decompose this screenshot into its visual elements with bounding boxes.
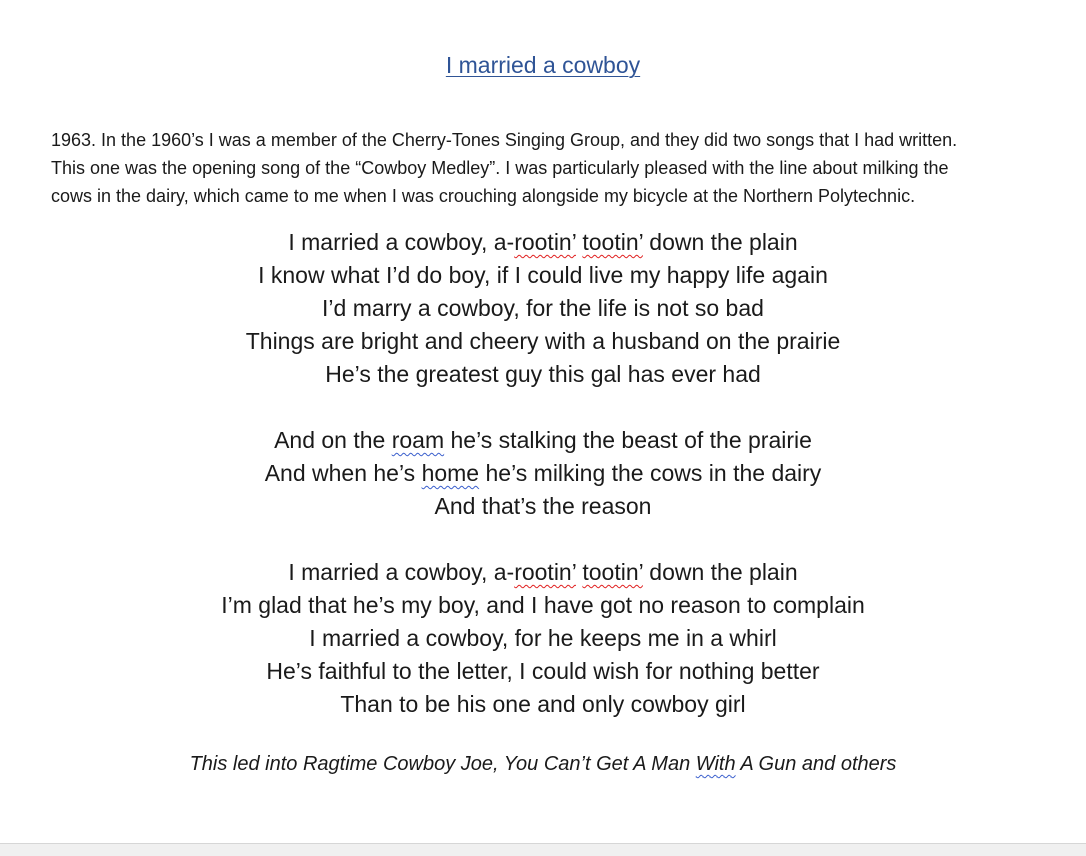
lyric-text: And when he’s <box>264 460 422 486</box>
spelling-flagged-word[interactable]: rootin’ <box>514 559 576 585</box>
lyric-line: He’s faithful to the letter, I could wish for nothing better <box>266 658 820 684</box>
lyric-line <box>0 457 1086 490</box>
verse-2 <box>0 424 1086 523</box>
lyric-line: And that’s the reason <box>434 493 652 519</box>
bottom-scroll-area <box>0 843 1086 856</box>
grammar-flagged-word[interactable]: roam <box>391 427 445 453</box>
closing-note-text: A Gun and others <box>735 753 897 775</box>
lyric-line: Things are bright and cheery with a husband on the prairie <box>245 328 841 354</box>
grammar-flagged-word[interactable]: home <box>421 460 480 486</box>
grammar-flagged-word[interactable]: With <box>695 753 736 775</box>
lyric-line <box>0 226 1086 259</box>
intro-line: cows in the dairy, which came to me when I was crouching alongside my bicycle at the Northern Polytechnic. <box>51 186 916 206</box>
verse-3 <box>0 556 1086 721</box>
lyric-line: I’d marry a cowboy, for the life is not so bad <box>322 295 764 321</box>
document-title: I married a cowboy <box>445 52 641 78</box>
spelling-flagged-word[interactable]: tootin’ <box>582 229 643 255</box>
spelling-flagged-word[interactable]: rootin’ <box>514 229 576 255</box>
lyric-line: I know what I’d do boy, if I could live my happy life again <box>258 262 828 288</box>
lyric-line <box>0 556 1086 589</box>
closing-note <box>0 753 1086 776</box>
lyric-text: he’s stalking the beast of the prairie <box>444 427 812 453</box>
spelling-flagged-word[interactable]: tootin’ <box>582 559 643 585</box>
lyric-text: down the plain <box>642 229 798 255</box>
lyric-line: He’s the greatest guy this gal has ever had <box>325 361 761 387</box>
lyric-line: Than to be his one and only cowboy girl <box>340 691 746 717</box>
intro-line: This one was the opening song of the “Cowboy Medley”. I was particularly pleased with the line about milking the <box>51 158 949 178</box>
verse-1 <box>0 226 1086 391</box>
lyric-text: down the plain <box>642 559 798 585</box>
lyric-line: I married a cowboy, for he keeps me in a whirl <box>309 625 777 651</box>
intro-paragraph <box>51 126 1051 210</box>
intro-line: 1963. In the 1960’s I was a member of the Cherry-Tones Singing Group, and they did two songs that I had written. <box>51 130 958 150</box>
lyric-text: I married a cowboy, a- <box>288 229 515 255</box>
lyric-text: he’s milking the cows in the dairy <box>479 460 822 486</box>
lyric-text: And on the <box>274 427 392 453</box>
lyric-line <box>0 424 1086 457</box>
closing-note-text: This led into Ragtime Cowboy Joe, You Can’t Get A Man <box>189 753 696 775</box>
lyric-text: I married a cowboy, a- <box>288 559 515 585</box>
lyric-line: I’m glad that he’s my boy, and I have got no reason to complain <box>221 592 865 618</box>
